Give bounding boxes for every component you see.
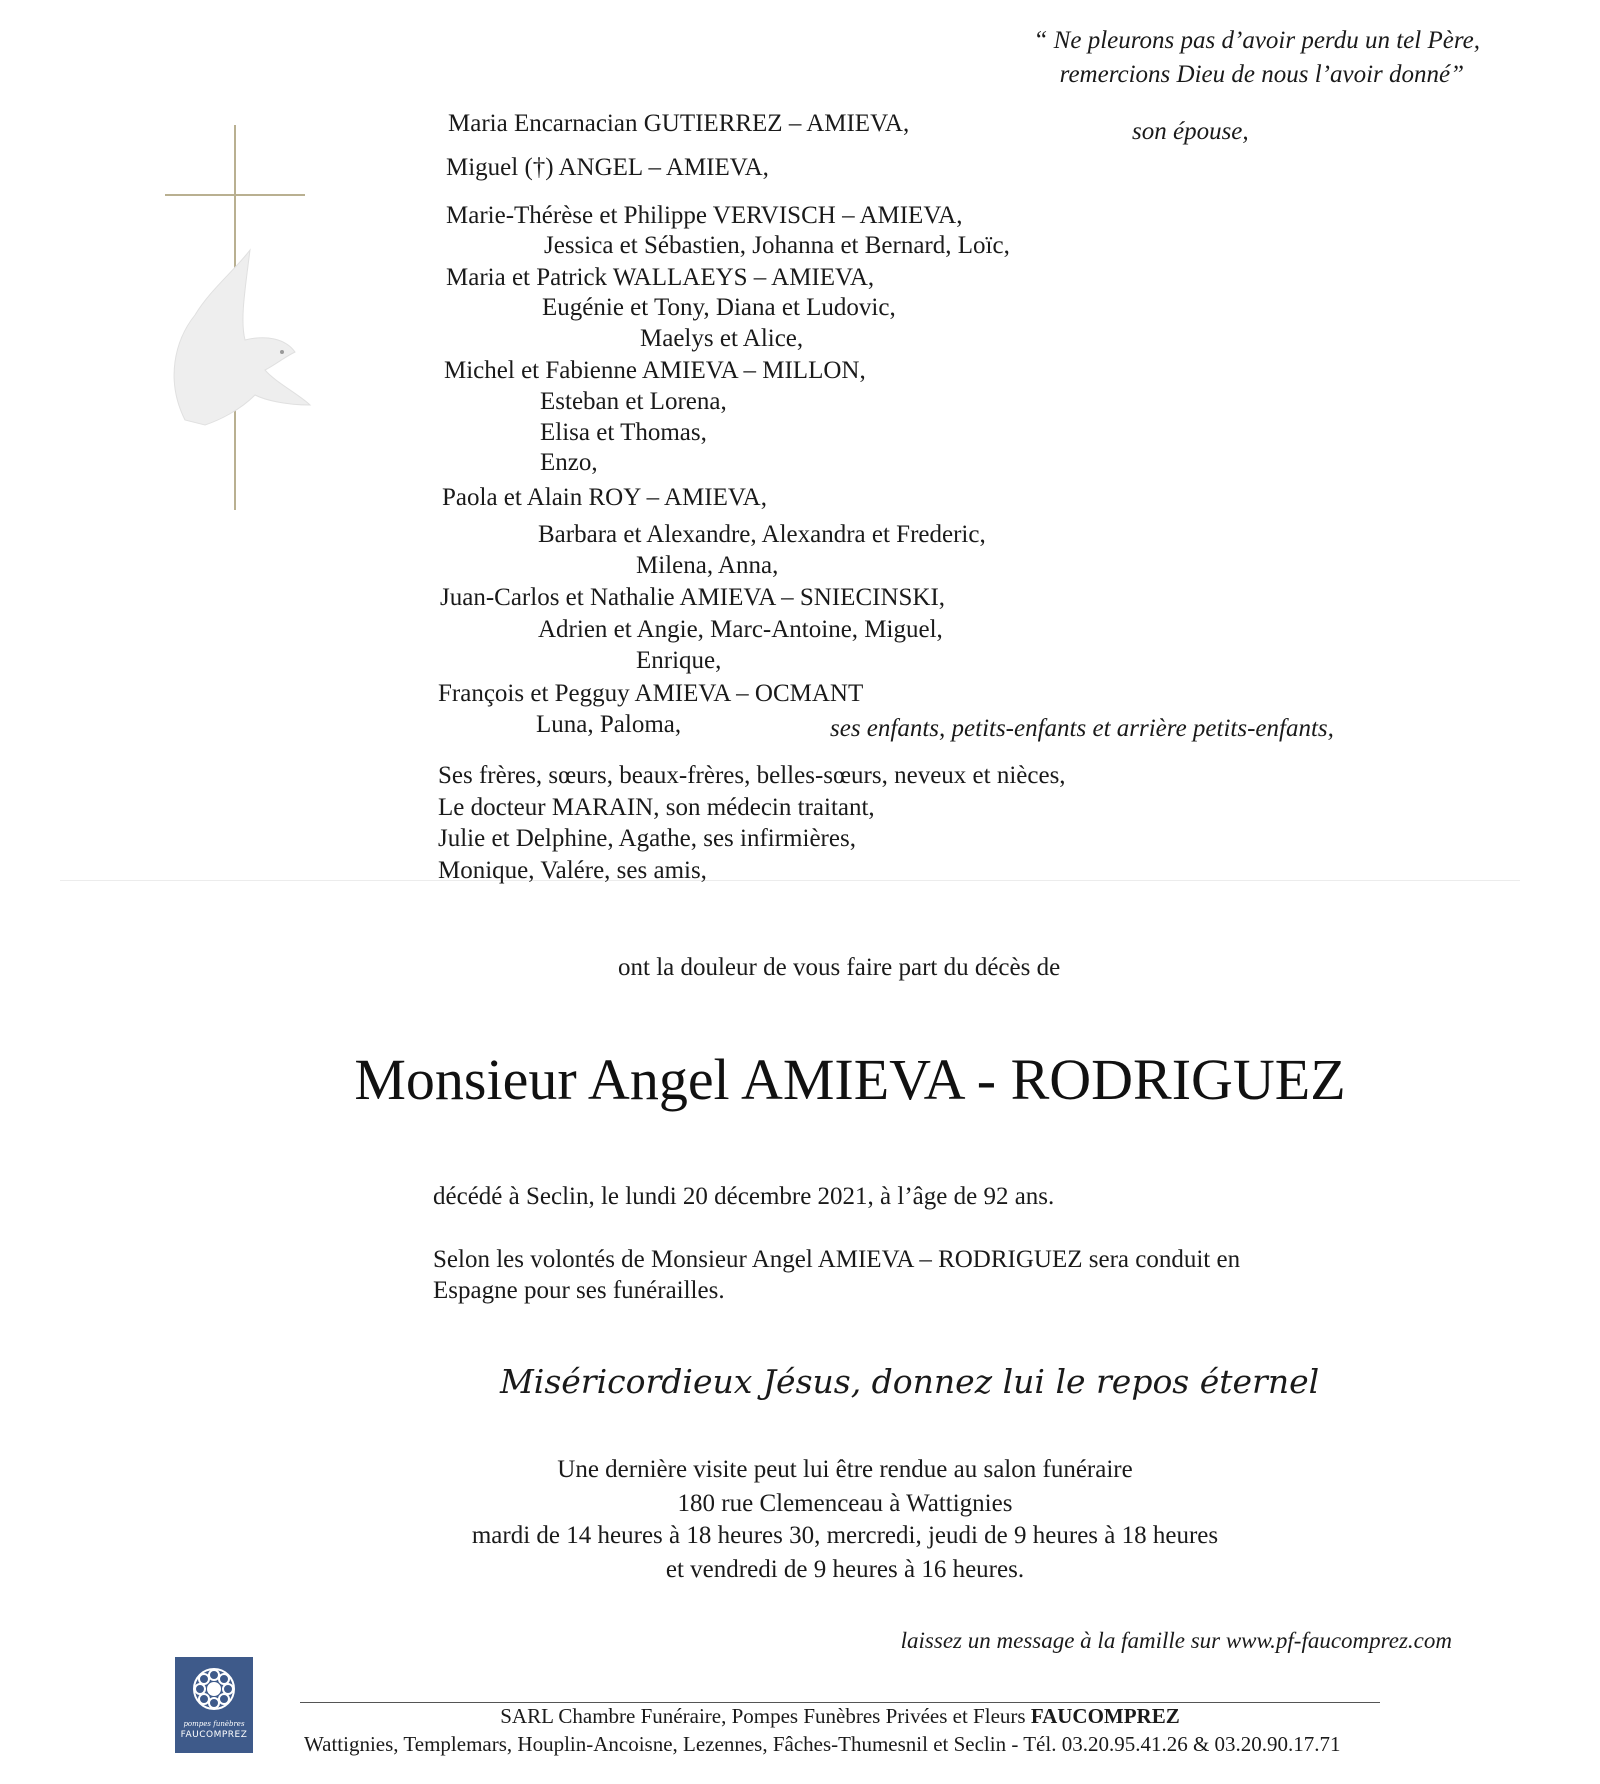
rosette-icon <box>175 1657 253 1719</box>
family-line: Maelys et Alice, <box>640 325 804 352</box>
family-line: Marie-Thérèse et Philippe VERVISCH – AMIEVA, <box>446 202 963 229</box>
family-line: Paola et Alain ROY – AMIEVA, <box>442 484 767 511</box>
prayer-text: Miséricordieux Jésus, donnez lui le repos éternel <box>500 1362 1320 1401</box>
visit-line-2: 180 rue Clemenceau à Wattignies <box>677 1490 1013 1517</box>
deceased-name: Monsieur Angel AMIEVA - RODRIGUEZ <box>354 1047 1346 1112</box>
other-line: Le docteur MARAIN, son médecin traitant, <box>438 794 875 821</box>
family-line: Jessica et Sébastien, Johanna et Bernard, Loïc, <box>544 232 1010 259</box>
page-fold-line <box>60 880 1520 881</box>
children-role: ses enfants, petits-enfants et arrière petits-enfants, <box>830 715 1334 742</box>
footer-line-1 <box>300 1704 1380 1729</box>
message-link[interactable]: laissez un message à la famille sur www.pf-faucomprez.com <box>900 1628 1452 1653</box>
footer-divider <box>300 1702 1380 1703</box>
family-line: Adrien et Angie, Marc-Antoine, Miguel, <box>538 616 943 643</box>
other-line: Monique, Valére, ses amis, <box>438 857 707 884</box>
quote-line-1: “ Ne pleurons pas d’avoir perdu un tel Père, <box>1033 27 1480 54</box>
other-line: Julie et Delphine, Agathe, ses infirmières, <box>438 825 856 852</box>
family-line: Luna, Paloma, <box>536 711 682 738</box>
quote-line-2: remercions Dieu de nous l’avoir donné” <box>1059 61 1464 88</box>
logo-line-1: pompes funèbres <box>183 1720 245 1728</box>
spouse-name: Maria Encarnacian GUTIERREZ – AMIEVA, <box>448 110 910 137</box>
visit-line-1: Une dernière visite peut lui être rendue au salon funéraire <box>557 1456 1133 1483</box>
footer-company: SARL Chambre Funéraire, Pompes Funèbres Privées et Fleurs <box>500 1704 1031 1728</box>
family-line: Juan-Carlos et Nathalie AMIEVA – SNIECINSKI, <box>440 584 946 611</box>
logo-line-2: FAUCOMPREZ <box>180 1730 248 1740</box>
family-line: Barbara et Alexandre, Alexandra et Frederic, <box>538 521 986 548</box>
footer-brand: FAUCOMPREZ <box>1030 1704 1180 1728</box>
family-line: Esteban et Lorena, <box>540 388 727 415</box>
faucomprez-logo <box>175 1657 253 1753</box>
announcement-text: ont la douleur de vous faire part du décès de <box>618 954 1061 981</box>
wishes-line-1: Selon les volontés de Monsieur Angel AMIEVA – RODRIGUEZ sera conduit en <box>433 1246 1241 1273</box>
family-line: Maria et Patrick WALLAEYS – AMIEVA, <box>446 264 875 291</box>
family-line: François et Pegguy AMIEVA – OCMANT <box>438 680 864 707</box>
family-line: Miguel (†) ANGEL – AMIEVA, <box>446 154 769 181</box>
wishes-line-2: Espagne pour ses funérailles. <box>433 1277 725 1304</box>
footer-line-2: Wattignies, Templemars, Houplin-Ancoisne, Lezennes, Fâches-Thumesnil et Seclin - Tél. 03.20.95.41.26 & 03.20.90.17.71 <box>304 1732 1341 1756</box>
cross-dove-icon <box>125 120 325 520</box>
visit-line-3: mardi de 14 heures à 18 heures 30, mercredi, jeudi de 9 heures à 18 heures <box>471 1522 1219 1549</box>
family-line: Eugénie et Tony, Diana et Ludovic, <box>542 294 896 321</box>
family-line: Milena, Anna, <box>636 552 779 579</box>
death-info: décédé à Seclin, le lundi 20 décembre 2021, à l’âge de 92 ans. <box>433 1183 1055 1210</box>
other-line: Ses frères, sœurs, beaux-frères, belles-sœurs, neveux et nièces, <box>438 762 1066 789</box>
visit-line-4: et vendredi de 9 heures à 16 heures. <box>665 1556 1025 1583</box>
family-line: Enzo, <box>540 449 598 476</box>
spouse-role: son épouse, <box>1132 118 1249 145</box>
family-line: Enrique, <box>636 647 722 674</box>
family-line: Elisa et Thomas, <box>540 419 707 446</box>
family-line: Michel et Fabienne AMIEVA – MILLON, <box>444 357 866 384</box>
